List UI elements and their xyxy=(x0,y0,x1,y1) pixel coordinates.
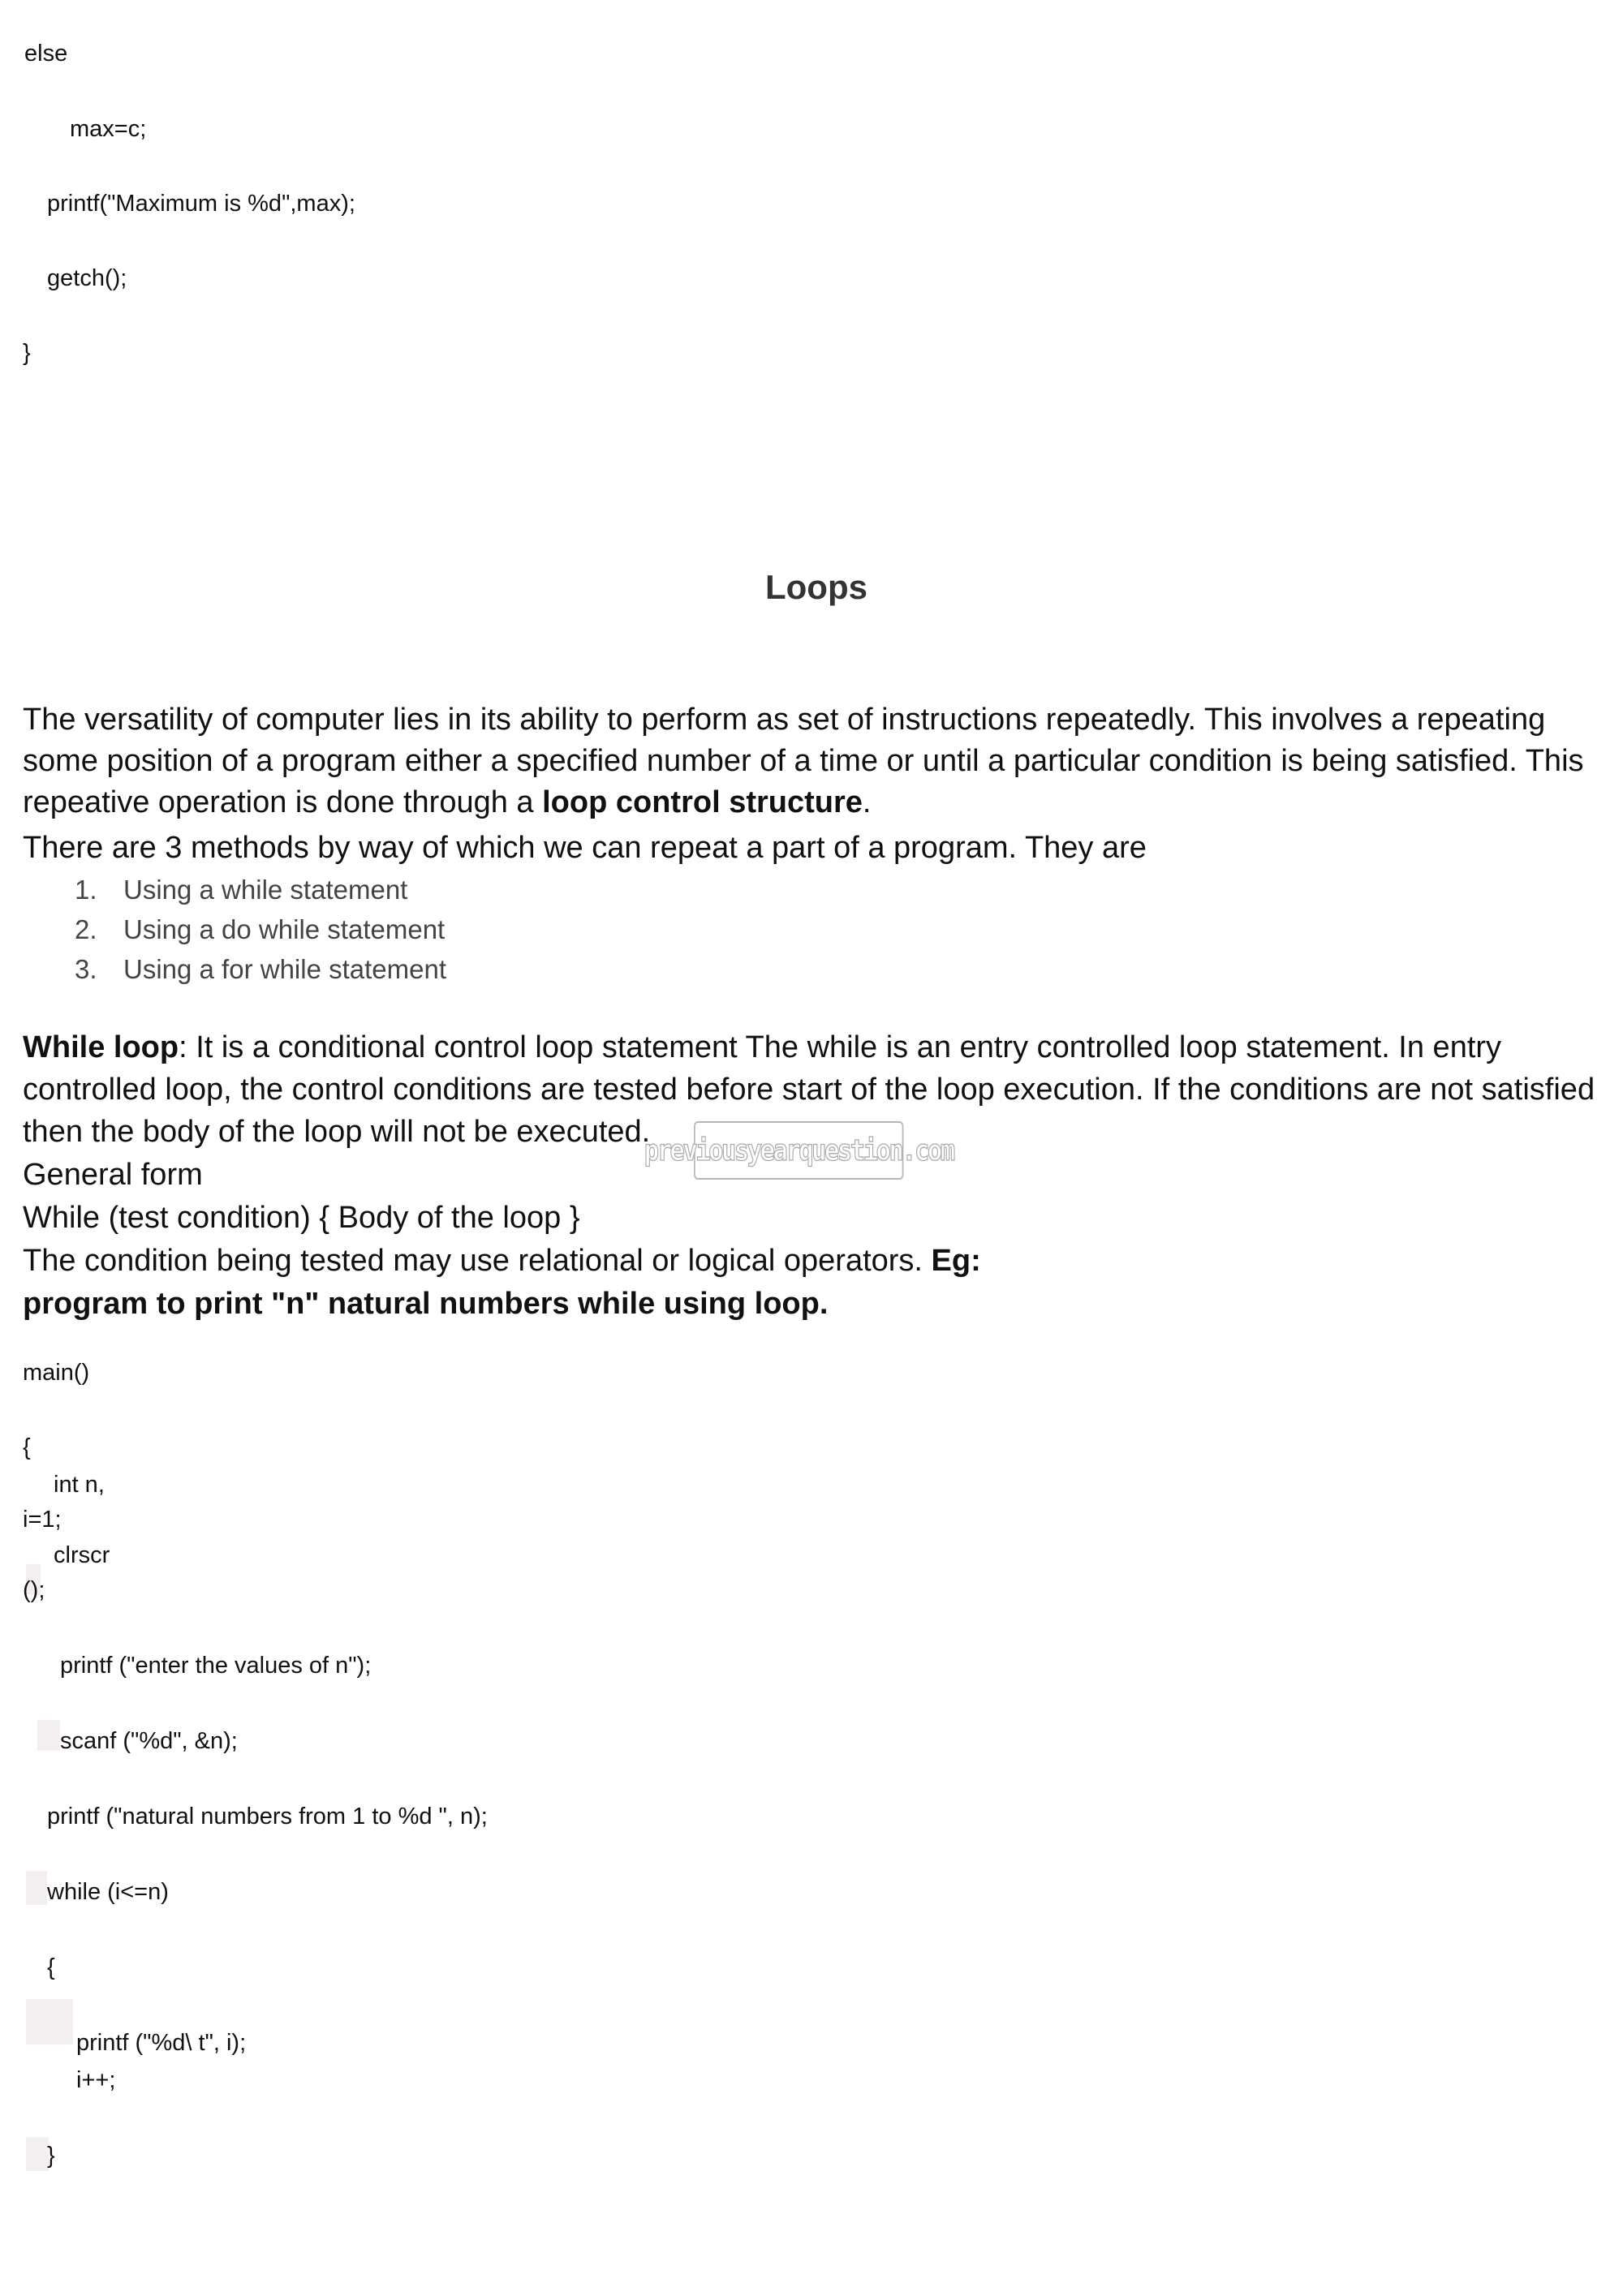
paragraph-line: then the body of the loop will not be executed. xyxy=(23,1115,651,1149)
list-item: 2. Using a do while statement xyxy=(75,914,446,944)
code-line: printf("Maximum is %d",max); xyxy=(47,191,355,217)
code-line: max=c; xyxy=(70,116,147,142)
code-line: printf ("%d\ t", i); xyxy=(76,2030,247,2056)
paragraph-line: The versatility of computer lies in its ability to perform as set of instructions repeatedly. This involves a repeating xyxy=(23,703,1546,737)
shade-mark xyxy=(26,2137,49,2171)
code-line: while (i<=n) xyxy=(47,1879,169,1905)
watermark-logo: previousyearquestion.com xyxy=(694,1121,903,1180)
list-item: 1. Using a while statement xyxy=(75,875,408,905)
page-title: Loops xyxy=(765,568,867,606)
code-line: getch(); xyxy=(47,265,127,291)
code-line: i++; xyxy=(76,2067,116,2093)
code-line: i=1; xyxy=(23,1507,62,1533)
paragraph-line: The condition being tested may use relational or logical operators. Eg: xyxy=(23,1244,981,1278)
general-form-syntax: While (test condition) { Body of the loop } xyxy=(23,1201,580,1235)
code-line: (); xyxy=(23,1577,45,1603)
code-line: printf ("natural numbers from 1 to %d ", n); xyxy=(47,1804,488,1829)
code-line: { xyxy=(47,1954,55,1980)
list-item: 3. Using a for while statement xyxy=(75,954,447,984)
while-loop-label: While loop xyxy=(23,1030,179,1064)
paragraph-line: some position of a program either a specified number of a time or until a particular condition is being satisfied. This xyxy=(23,744,1584,778)
paragraph-line: repeative operation is done through a loop control structure. xyxy=(23,785,872,819)
code-line: printf ("enter the values of n"); xyxy=(60,1653,372,1679)
code-line: { xyxy=(23,1434,31,1460)
loop-control-structure-term: loop control structure xyxy=(542,785,863,819)
paragraph-line: controlled loop, the control conditions are tested before start of the loop execution. If the conditions are not satisfied xyxy=(23,1073,1595,1107)
shade-mark xyxy=(26,1871,47,1905)
code-line: else xyxy=(24,41,68,67)
shade-mark xyxy=(37,1720,60,1751)
code-line: int n, xyxy=(54,1472,105,1498)
example-heading: program to print "n" natural numbers while using loop. xyxy=(23,1287,829,1321)
general-form-heading: General form xyxy=(23,1158,203,1192)
code-line: clrscr xyxy=(54,1542,110,1568)
example-label: Eg: xyxy=(931,1244,981,1278)
code-line: } xyxy=(47,2143,55,2169)
code-line: main() xyxy=(23,1360,90,1386)
shade-mark xyxy=(26,1999,73,2044)
code-line: scanf ("%d", &n); xyxy=(60,1728,238,1754)
paragraph-line: There are 3 methods by way of which we can repeat a part of a program. They are xyxy=(23,831,1147,865)
paragraph-line: While loop: It is a conditional control loop statement The while is an entry controlled loop statement. In entry xyxy=(23,1030,1502,1064)
code-line: } xyxy=(23,340,31,366)
